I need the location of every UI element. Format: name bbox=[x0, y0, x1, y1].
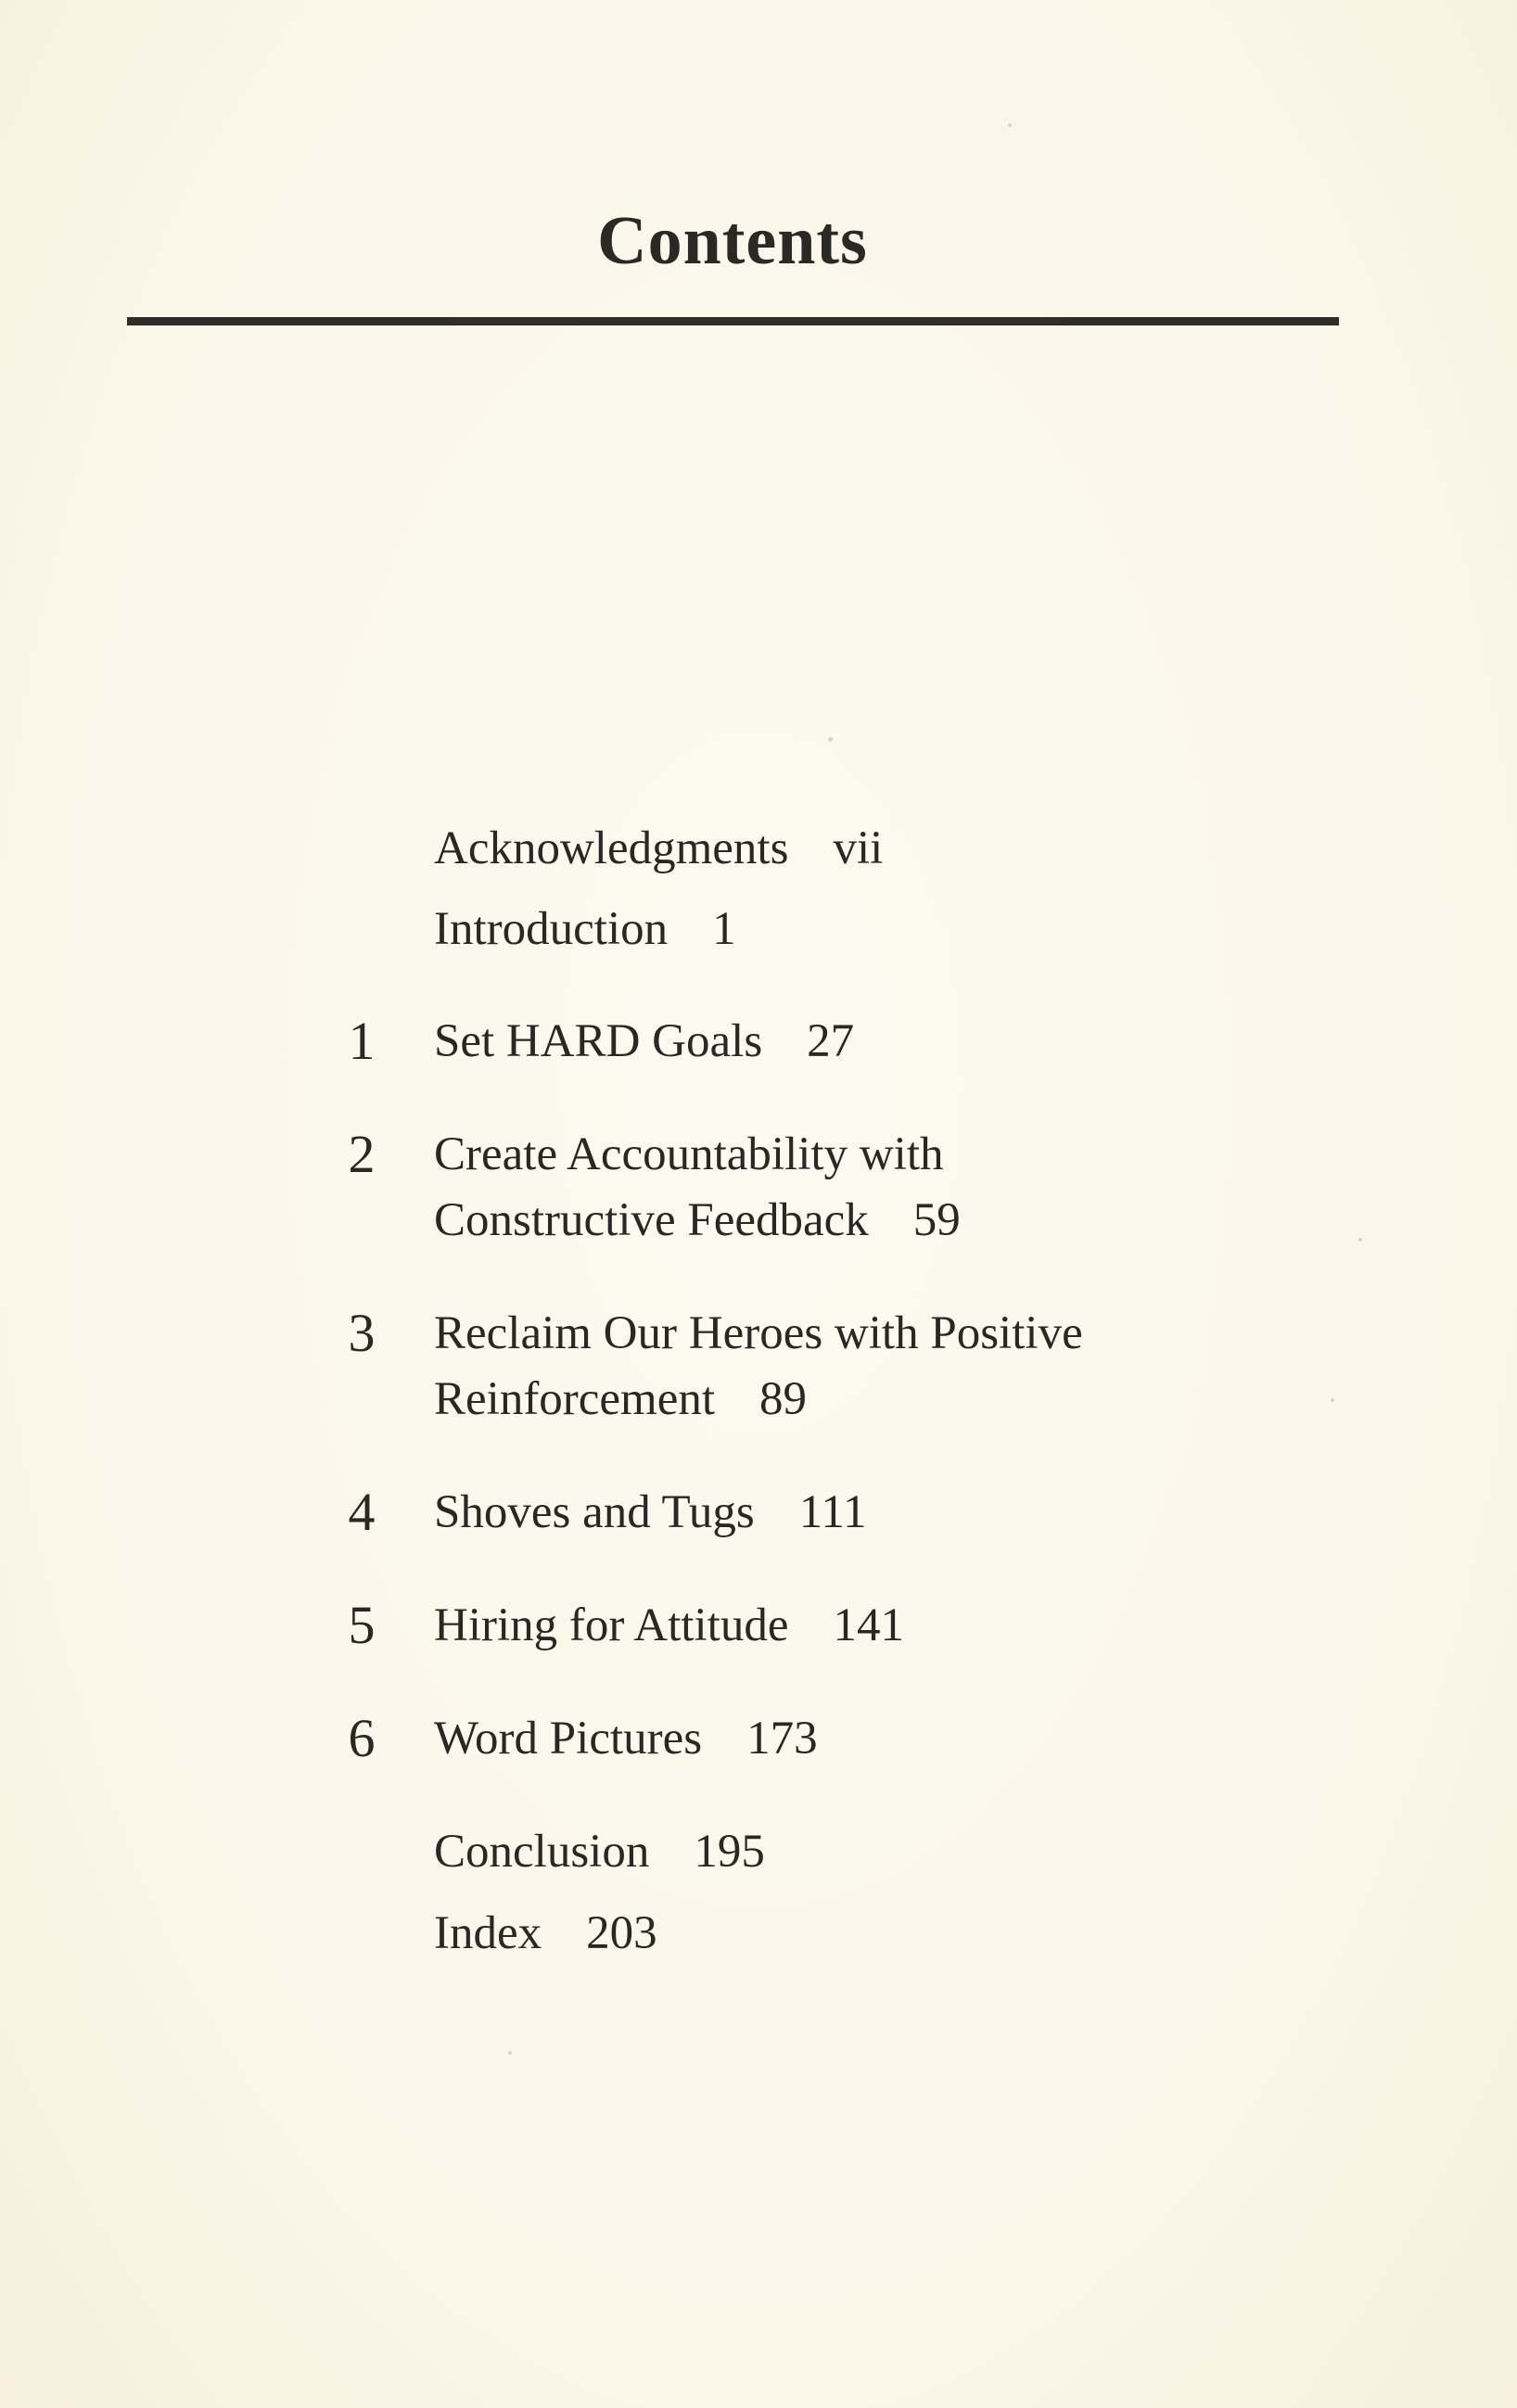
paper-speck bbox=[1331, 1398, 1334, 1402]
paper-speck bbox=[1358, 1238, 1362, 1242]
toc-entry-title: Set HARD Goals bbox=[434, 1015, 763, 1067]
toc-page-number: 173 bbox=[746, 1713, 818, 1765]
toc-page-number: 59 bbox=[912, 1194, 961, 1246]
toc-entry-line bbox=[434, 1480, 867, 1545]
toc-entry-title: Conclusion bbox=[434, 1826, 650, 1878]
toc-page-number: vii bbox=[833, 822, 884, 874]
toc-entry-title: Shoves and Tugs bbox=[434, 1486, 755, 1538]
chapter-number: 1 bbox=[348, 1011, 376, 1071]
toc-entry-line bbox=[434, 1901, 657, 1966]
toc-entry-line bbox=[434, 816, 883, 881]
toc-entry-title: Index bbox=[434, 1907, 542, 1959]
toc-entry-title: Create Accountability with bbox=[434, 1128, 944, 1180]
toc-entry-line bbox=[434, 1009, 854, 1074]
toc-entry-line bbox=[434, 1122, 944, 1187]
page-title: Contents bbox=[597, 203, 868, 279]
toc-entry-line bbox=[434, 1188, 961, 1253]
toc-entry-title: Acknowledgments bbox=[434, 822, 789, 874]
toc-page-number: 1 bbox=[712, 903, 736, 955]
toc-page-number: 195 bbox=[694, 1826, 765, 1878]
toc-page-number: 203 bbox=[586, 1907, 657, 1959]
toc-page-number: 111 bbox=[798, 1486, 867, 1538]
toc-entry-title: Reclaim Our Heroes with Positive bbox=[434, 1307, 1083, 1359]
toc-entry-title: Word Pictures bbox=[434, 1713, 703, 1765]
chapter-number: 5 bbox=[348, 1595, 376, 1655]
toc-entry-title: Hiring for Attitude bbox=[434, 1599, 789, 1651]
toc-entry-line bbox=[434, 1706, 818, 1771]
chapter-number: 2 bbox=[348, 1124, 376, 1184]
toc-page-number: 141 bbox=[833, 1599, 904, 1651]
toc-entry-line bbox=[434, 1593, 904, 1658]
toc-entry-line bbox=[434, 897, 736, 962]
toc-entry-title: Introduction bbox=[434, 903, 669, 955]
paper-speck bbox=[508, 2051, 512, 2055]
chapter-number: 6 bbox=[348, 1708, 376, 1768]
toc-entry-line bbox=[434, 1367, 807, 1432]
toc-entry-line bbox=[434, 1819, 765, 1884]
toc-entry-title-continued: Reinforcement bbox=[434, 1373, 716, 1425]
paper-speck bbox=[828, 737, 833, 742]
toc-page-number: 89 bbox=[759, 1373, 808, 1425]
paper-speck bbox=[1008, 123, 1012, 127]
chapter-number: 3 bbox=[348, 1303, 376, 1363]
toc-entry-line bbox=[434, 1301, 1083, 1366]
toc-entry-title-continued: Constructive Feedback bbox=[434, 1194, 869, 1246]
chapter-number: 4 bbox=[348, 1482, 376, 1542]
toc-page-number: 27 bbox=[807, 1015, 855, 1067]
